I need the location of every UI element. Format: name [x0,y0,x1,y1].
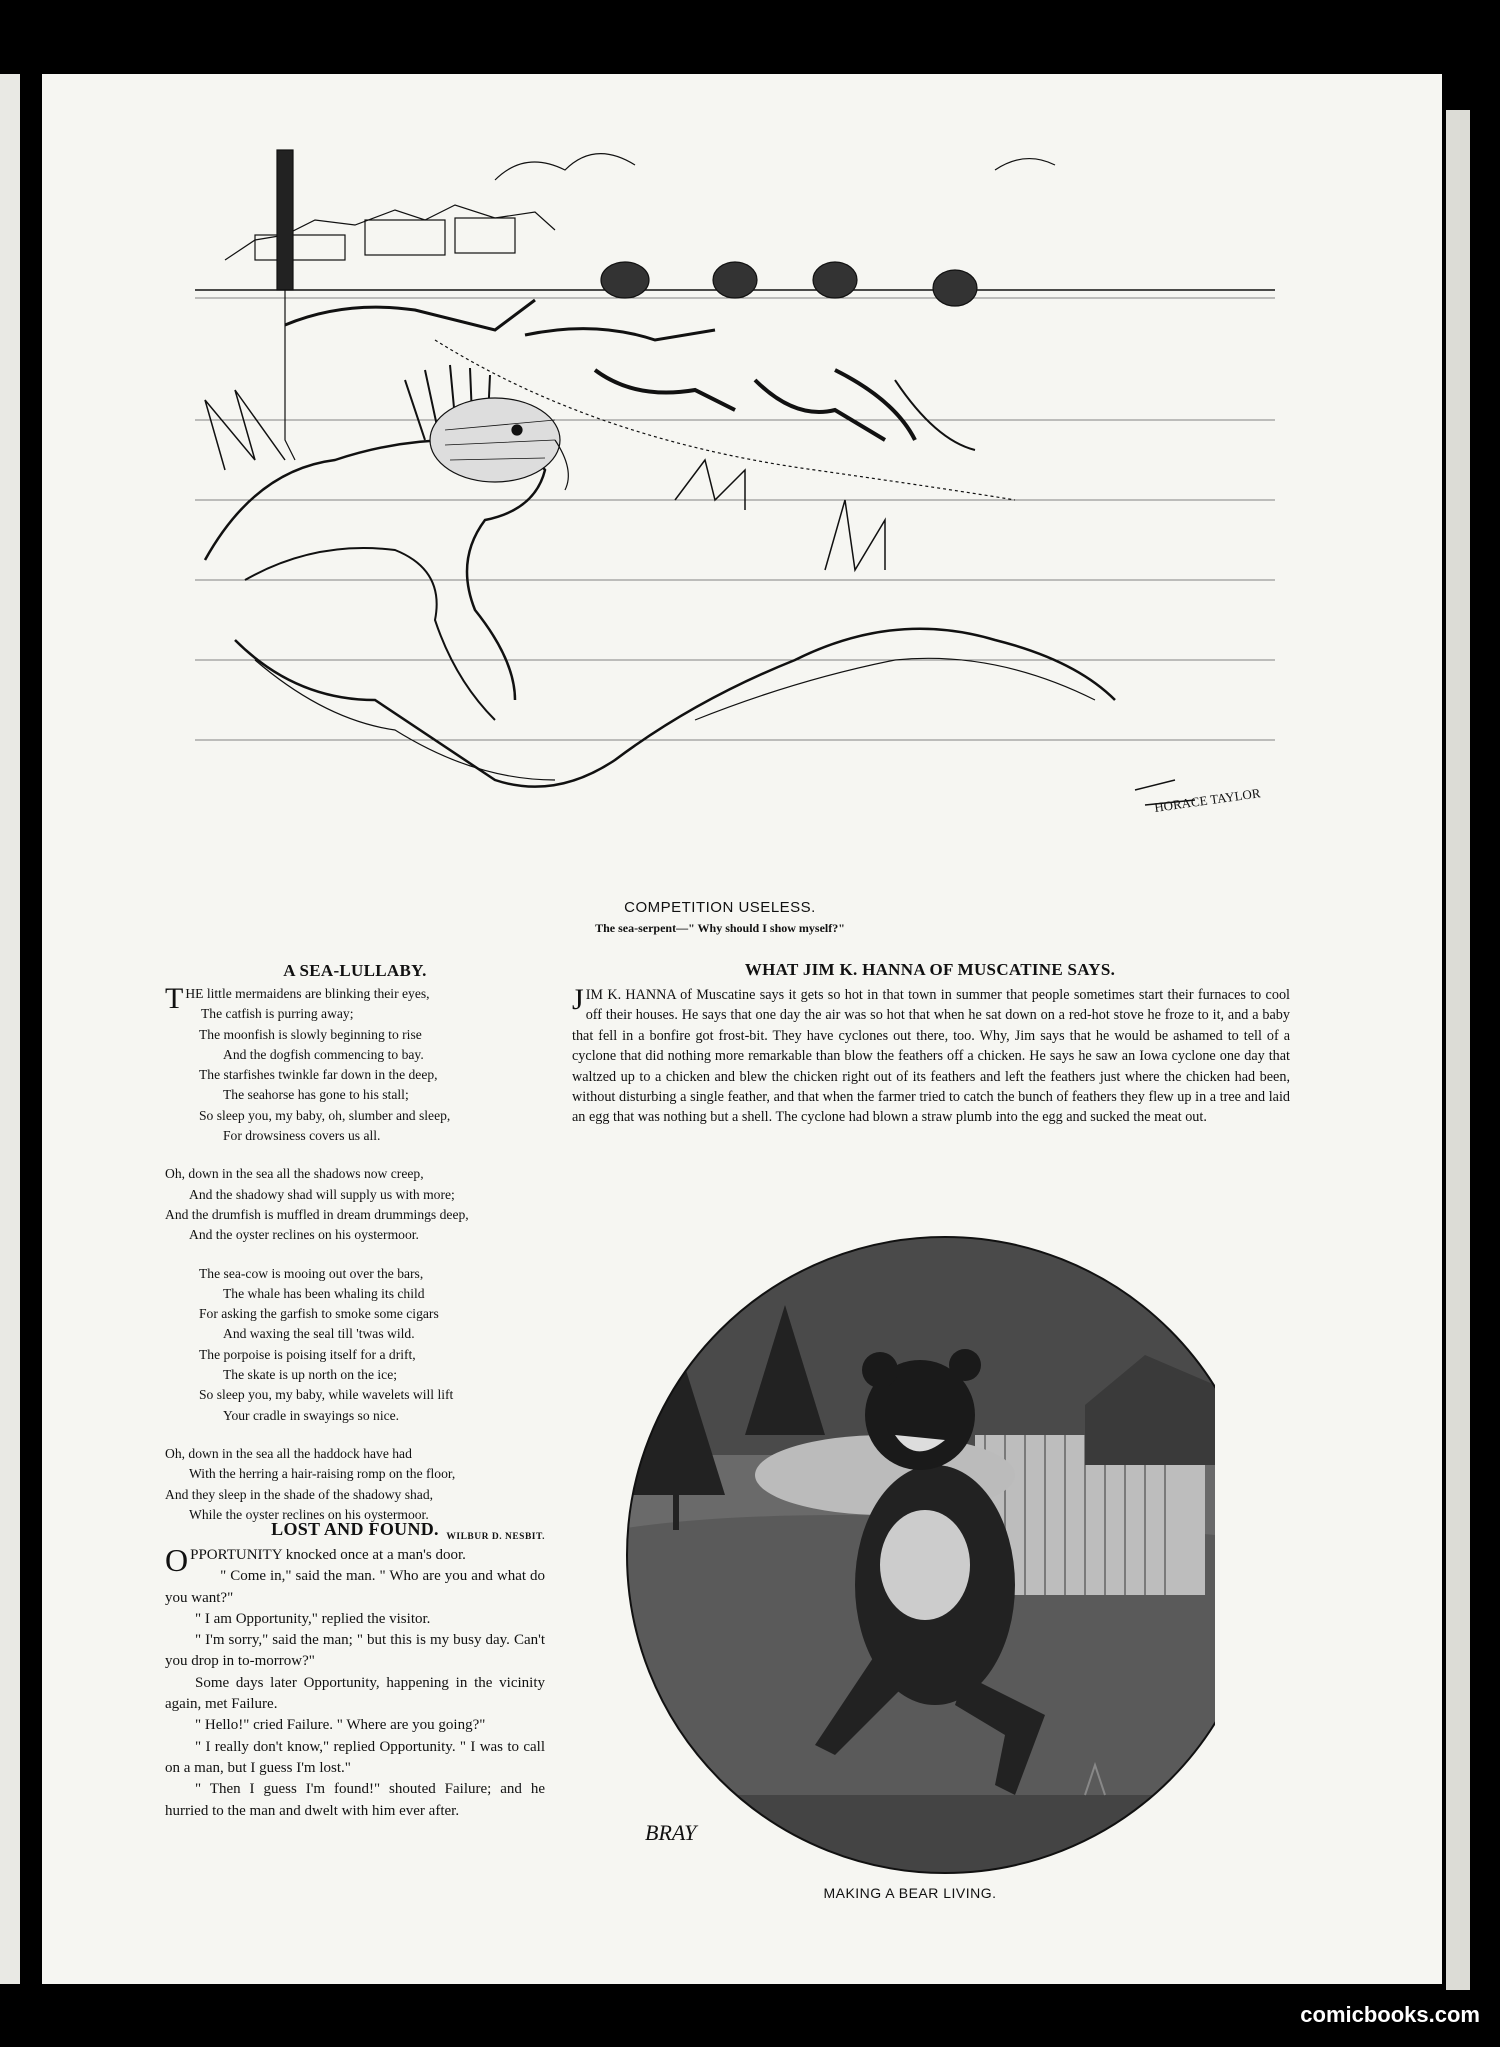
poem-line: The skate is up north on the ice; [223,1367,398,1383]
poem-line: And the drumfish is muffled in dream drummings deep, [165,1206,469,1222]
article-body [572,985,1290,1128]
poem-stanza-4 [165,1444,545,1525]
poem-line: The whale has been whaling its child [223,1285,425,1301]
story-paragraph: Some days later Opportunity, happening in the vicinity again, met Failure. [165,1674,545,1713]
poem-line: The seahorse has gone to his stall; [223,1087,409,1103]
bear-caption: MAKING A BEAR LIVING. [823,1885,997,1901]
illustration-signature: HORACE TAYLOR [1153,785,1262,815]
poem-dropcap: T [165,982,184,1015]
page-stack-edge [1446,110,1470,1990]
poem-line: For asking the garfish to smoke some cigars [199,1306,439,1322]
story-paragraph: " I really don't know," replied Opportunity. " I was to call on a man, but I guess I'm lost." [165,1738,545,1776]
poem-line: Oh, down in the sea all the shadows now creep, [165,1166,424,1182]
story-paragraph: PPORTUNITY knocked once at a man's door. [190,1547,466,1563]
sea-serpent-illustration [195,140,1275,900]
story-paragraph: " I am Opportunity," replied the visitor. [195,1610,431,1627]
poem-line: So sleep you, my baby, while wavelets will lift [199,1387,454,1403]
article-dropcap: J [572,983,584,1016]
story-paragraph: " Hello!" cried Failure. " Where are you going?" [195,1717,486,1734]
poem-line: And the shadowy shad will supply us with more; [189,1186,455,1202]
story-title: LOST AND FOUND. [271,1519,439,1539]
story-dropcap: O [165,1542,189,1578]
poem-line: And waxing the seal till 'twas wild. [223,1326,415,1342]
poem-line: The catfish is purring away; [201,1006,354,1022]
article-paragraph: IM K. HANNA of Muscatine says it gets so hot in that town in summer that people sometimes start their furnaces to cool off their houses. He says that one day the air was so hot that when he sat down on a red-hot stove he froze to it, and a baby that fell in a bonfire got frost-bit. They have cyclones out there, too. Why, Jim says that he would be ashamed to tell of a cyclone that did nothing more remarkable than blow the feathers off a chicken. He says he saw an Iowa cyclone one day that waltzed up to a chicken and blew the chicken right out of its feathers and left the feathers just where the chicken had been, without disturbing a single feather, and that when the farmer tried to catch the bunch of feathers they flew up in a tree and laid an egg that was nothing but a shell. The cyclone had blown a straw plumb into the egg and sucked the meat out. [572,987,1290,1126]
story-paragraph: " I'm sorry," said the man; " but this is my busy day. Can't you drop in to-morrow?" [165,1632,545,1670]
poem-line: For drowsiness covers us all. [223,1128,381,1144]
bear-signature: BRAY [645,1820,697,1845]
watermark: comicbooks.com [1300,2002,1480,2027]
poem-line: The sea-cow is mooing out over the bars, [199,1265,424,1281]
poem-title: A SEA-LULLABY. [283,961,427,980]
poem-line: And they sleep in the shade of the shadowy shad, [165,1486,434,1502]
poem-line: The moonfish is slowly beginning to rise [199,1026,422,1042]
article-title: WHAT JIM K. HANNA OF MUSCATINE SAYS. [744,960,1116,979]
poem-line: The porpoise is poising itself for a drift, [199,1346,416,1362]
poem-body [165,984,545,1547]
previous-page-edge [0,74,20,1984]
poem-line: The starfishes twinkle far down in the deep, [199,1067,438,1083]
poem-stanza-2 [165,1164,545,1245]
poem-line: Your cradle in swayings so nice. [223,1407,400,1423]
story-paragraph: " Then I guess I'm found!" shouted Failure; and he hurried to the man and dwelt with him ever after. [165,1781,545,1819]
poem-line: And the oyster reclines on his oystermoor. [189,1227,419,1243]
story-body [165,1542,545,1822]
poem-stanza-1 [165,984,545,1146]
bear-illustration [585,1235,1215,1875]
poem-stanza-3 [165,1264,545,1426]
story-paragraph: " Come in," said the man. " Who are you and what do you want?" [165,1568,545,1606]
poem-line: With the herring a hair-raising romp on the floor, [189,1466,456,1482]
top-subcaption: The sea-serpent—" Why should I show myself?" [595,921,845,935]
poem-line: Oh, down in the sea all the haddock have had [165,1445,412,1461]
top-caption: COMPETITION USELESS. [624,899,816,916]
poem-author: WILBUR D. NESBIT. [446,1532,545,1543]
poem-line: So sleep you, my baby, oh, slumber and sleep, [199,1107,451,1123]
poem-line: HE little mermaidens are blinking their eyes, [185,986,430,1001]
poem-line: And the dogfish commencing to bay. [223,1046,424,1062]
poem-line: While the oyster reclines on his oystermoor. [189,1506,429,1522]
